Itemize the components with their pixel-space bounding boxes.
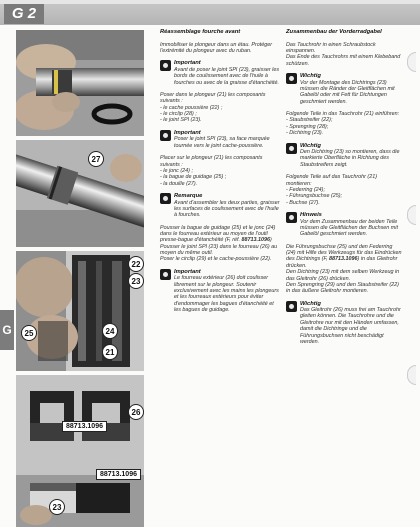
important-icon <box>160 130 171 141</box>
callout-22: 22 <box>128 256 144 272</box>
de-paragraph-3: Folgende Teile auf das Tauchrohr (21) montieren: <box>286 174 377 187</box>
fr-list1-item: - le joint SPI (23). <box>160 117 202 124</box>
de-list1-item: - Sprengring (28); <box>286 123 329 130</box>
de-list2-item: - Führungsbuchse (25); <box>286 193 343 200</box>
fr-important-3-title: Important <box>174 269 201 275</box>
column-german <box>286 29 402 351</box>
fr-list2-item: - la bague de guidage (25) ; <box>160 174 227 181</box>
fr-paragraph-1: Immobiliser le plongeur dans un étau. Protéger l'extrémité du plongeur avec du ruban. <box>160 41 273 54</box>
fr-remark-text: Avant d'assembler les deux parties, graisser les surfaces de coulissement avec de l'huile à fourches. <box>174 199 280 219</box>
important-icon <box>286 301 297 312</box>
de-note <box>286 212 402 237</box>
fr-important-1-title: Important <box>174 60 201 67</box>
photo-fork-tube-seal <box>16 30 144 136</box>
header-stripe <box>0 0 420 4</box>
column-french <box>160 29 280 320</box>
photo-tool-outer-tube <box>16 375 144 527</box>
callout-21: 21 <box>102 344 118 360</box>
page-header <box>0 0 420 25</box>
tool-label-top: 88713.1096 <box>62 421 107 432</box>
fr-list2-item: - la douille (27). <box>160 180 198 187</box>
fr-remark-title: Remarque <box>174 193 203 200</box>
de-note-text: Vor dem Zusammenbau der beiden Teile müssen die Gleitflächen der Buchsen mit Gabelöl geschmiert werden. <box>300 218 398 238</box>
de-important-1-title: Wichtig <box>300 73 321 80</box>
fr-paragraph-3: Placer sur le plongeur (21) les composants suivants : <box>160 155 263 168</box>
de-important-2-text: Den Dichtring (23) so montieren, dass die markierte Oberfläche in Richtung des Staubstreifers zeigt. <box>300 149 400 168</box>
fr-remark <box>160 193 280 218</box>
fr-paragraph-2: Poser dans le plongeur (21) les composants suivants : <box>160 92 266 105</box>
callout-23-b: 23 <box>49 499 65 515</box>
de-note-title: Hinweis <box>300 212 322 219</box>
fr-important-2-title: Important <box>174 129 201 136</box>
binding-hole-bottom <box>407 365 416 385</box>
binding-hole-middle <box>407 205 416 225</box>
important-icon <box>160 269 171 280</box>
important-icon <box>286 143 297 154</box>
de-paragraph-4: Die Führungsbuchse (25) und den Federring (24) mit Hilfe des Werkzeugs für das Eindrücken des Dichtrings (F, 88713.1096) in das Gleitrohr drücken. <box>286 243 402 269</box>
de-paragraph-1b: Das Ende des Tauchrohrs mit einem Klebeband schützen. <box>286 54 401 67</box>
fr-important-3-text: Le fourreau extérieur (26) doit coulisser librement sur le plongeur. Soutenir exclusivement avec les mains les plongeurs et les fourreaux extérieurs pour éviter d'endommager les bagues d'étanchéité et les bagues de guidage. <box>174 275 279 314</box>
de-paragraph-2: Folgende Teile in das Tauchrohr (21) einführen: <box>286 111 400 118</box>
de-paragraph-4d: Den Sprengring (29) und den Staubstreifer (22) in das äußere Gleitrohr montieren. <box>286 281 399 295</box>
fr-important-2-text: Poser le joint SPI (23), sa face marquée tournée vers le joint cache-poussière. <box>174 136 270 149</box>
de-paragraph-1: Das Tauchrohr in einen Schraubstock einspannen. <box>286 41 376 54</box>
callout-27: 27 <box>88 151 104 167</box>
de-important-1 <box>286 73 402 105</box>
de-important-3-text: Das Gleitrohr (26) muss frei am Tauchrohr gleiten können. Die Tauchrohre und die Gleitrohre nur mit den Händen umfassen, damit die Dichtringe und die Führungsbuchsen nicht beschädigt werden. <box>300 307 401 345</box>
callout-25: 25 <box>21 325 37 341</box>
de-list1-item: - Staubstreifer (22); <box>286 117 333 124</box>
photo-pressing-bushing <box>16 251 144 371</box>
de-list1-item: - Dichtring (23). <box>286 130 324 137</box>
fr-section-title: Réassemblage fourche avant <box>160 29 241 35</box>
callout-24: 24 <box>102 323 118 339</box>
fr-list1-item: - le cache poussière (22) ; <box>160 104 223 111</box>
de-important-3-title: Wichtig <box>300 300 321 307</box>
note-icon <box>286 212 297 223</box>
important-icon <box>286 73 297 84</box>
fr-list2-item: - le jonc (24) ; <box>160 167 193 174</box>
fr-important-1 <box>160 60 280 85</box>
fr-tool-ref: 88713.1096 <box>241 237 271 244</box>
de-important-2 <box>286 143 402 168</box>
tool-label-bottom: 88713.1096 <box>96 469 141 480</box>
de-important-1-text: Vor der Montage des Dichtrings (23) müssen die Ränder der Gleitflächen mit Gabelöl oder mit Fett für Dichtungen geschmiert werden. <box>300 79 395 105</box>
de-list2-item: - Federring (24); <box>286 186 325 193</box>
fr-important-3 <box>160 269 280 313</box>
photo-fork-tube-bushing <box>16 140 144 247</box>
fr-paragraph-4: Pousser la bague de guidage (25) et le jonc (24) dans le fourreau extérieur au moyen de l'outil presse-bague d'étanchéité (F, réf. 88713.1096) Pousser le joint SPI (23) dans le fourreau (26) au moyen du même outil. <box>160 224 278 257</box>
binding-hole-top <box>407 52 416 72</box>
fr-list1-item: - le circlip (28) ; <box>160 111 197 118</box>
callout-23-a: 23 <box>128 273 144 289</box>
de-important-3 <box>286 301 402 345</box>
fr-important-1-text: Avant de poser le joint SPI (23), graisser les bords de coulissement avec de l'huile à fourches ou avec de la graisse d'étanchéité. <box>174 66 280 86</box>
de-tool-ref: 88713.1096 <box>329 256 358 263</box>
de-list2-item: - Buchse (27). <box>286 199 320 206</box>
section-tab: G 2 <box>4 4 44 24</box>
fr-paragraph-4c: Poser le circlip (29) et le cache-poussière (22). <box>160 256 272 263</box>
de-paragraph-4c: Den Dichtring (23) mit dem selben Werkzeug in das Gleitrohr (26) drücken. <box>286 269 400 282</box>
callout-26: 26 <box>128 404 144 420</box>
side-section-tab: G <box>0 310 14 350</box>
important-icon <box>160 60 171 71</box>
de-important-2-title: Wichtig <box>300 142 321 149</box>
de-section-title: Zusammenbau der Vorderradgabel <box>286 29 382 35</box>
remark-icon <box>160 193 171 204</box>
fr-important-2 <box>160 130 280 149</box>
